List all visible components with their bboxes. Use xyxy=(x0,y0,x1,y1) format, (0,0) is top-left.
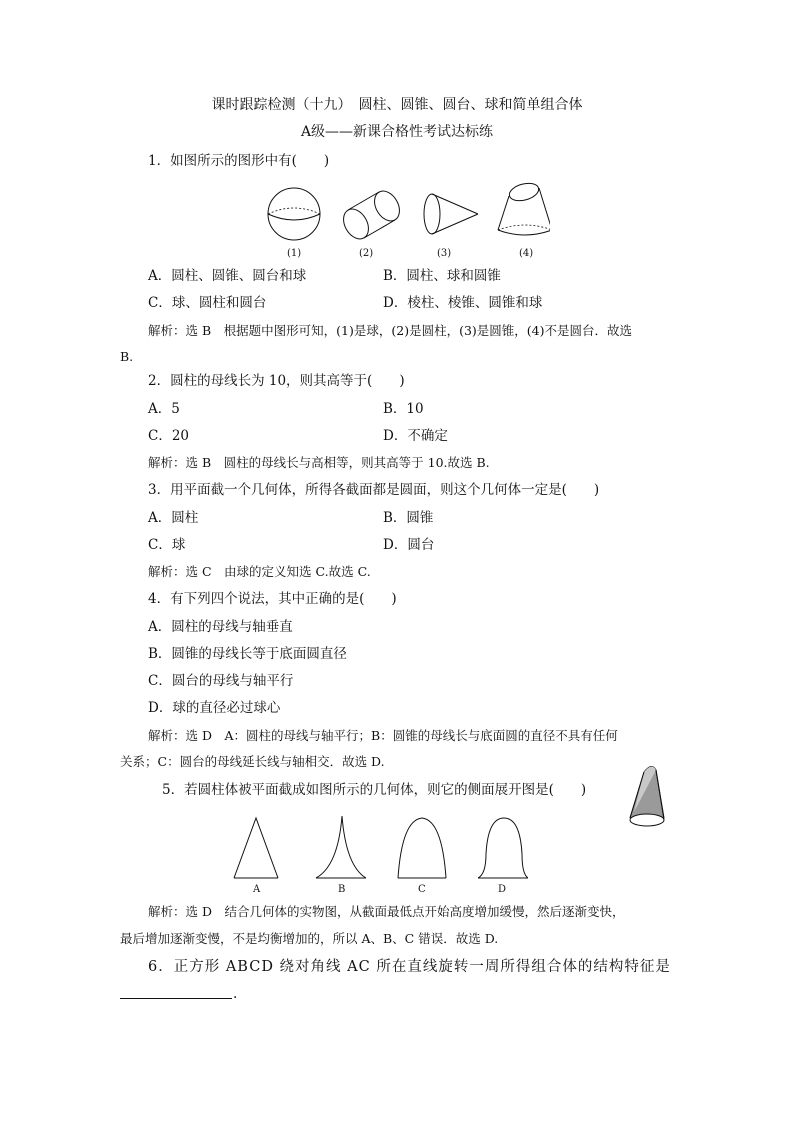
q1-figures xyxy=(260,176,550,260)
cone-figure xyxy=(424,194,478,234)
q1-label-4: (4) xyxy=(519,248,534,259)
q4-option-a: A．圆柱的母线与轴垂直 xyxy=(148,619,293,635)
q1-label-2: (2) xyxy=(359,248,374,259)
q4-option-d: D．球的直径必过球心 xyxy=(148,700,281,716)
q5-option-figures xyxy=(228,814,528,880)
q2-option-b: B．10 xyxy=(383,401,424,417)
q4-solution-cont: 关系；C：圆台的母线延长线与轴相交．故选 D. xyxy=(120,754,385,769)
frustum-figure xyxy=(498,180,550,235)
q4-option-c: C．圆台的母线与轴平行 xyxy=(148,673,294,689)
q5-label-b: B xyxy=(338,884,346,895)
truncated-cylinder-figure xyxy=(622,762,674,834)
q4-solution: 解析：选 D A：圆柱的母线与轴平行；B：圆锥的母线长与底面圆的直径不具有任何 xyxy=(148,728,618,743)
q3-stem: 3．用平面截一个几何体，所得各截面都是圆面，则这个几何体一定是( ) xyxy=(148,482,600,498)
q5-label-c: C xyxy=(418,884,426,895)
q5-stem: 5．若圆柱体被平面截成如图所示的几何体，则它的侧面展开图是( ) xyxy=(162,782,587,798)
q5-solution: 解析：选 D 结合几何体的实物图，从截面最低点开始高度增加缓慢，然后逐渐变快， xyxy=(148,904,625,919)
q1-option-d: D．棱柱、棱锥、圆锥和球 xyxy=(383,295,543,311)
q3-option-b: B．圆锥 xyxy=(383,510,434,526)
option-a-shape xyxy=(234,818,278,878)
q4-stem: 4．有下列四个说法，其中正确的是( ) xyxy=(148,591,397,607)
q3-option-c: C．球 xyxy=(148,537,186,553)
q1-option-a: A．圆柱、圆锥、圆台和球 xyxy=(148,268,307,284)
q1-option-c: C．球、圆柱和圆台 xyxy=(148,295,267,311)
q2-option-d: D．不确定 xyxy=(383,428,448,444)
q1-solution-cont: B. xyxy=(120,349,134,364)
q1-stem: 1．如图所示的图形中有( ) xyxy=(148,153,330,169)
q1-solution: 解析：选 B 根据题中图形可知，(1)是球，(2)是圆柱，(3)是圆锥，(4)不是圆台．故选 xyxy=(148,323,632,338)
option-c-shape xyxy=(398,818,446,878)
q6-stem: 6．正方形 ABCD 绕对角线 AC 所在直线旋转一周所得组合体的结构特征是 xyxy=(148,959,671,975)
q1-label-1: (1) xyxy=(287,248,302,259)
q3-option-a: A．圆柱 xyxy=(148,510,199,526)
q6-answer-blank[interactable] xyxy=(120,998,232,999)
q2-solution: 解析：选 B 圆柱的母线长与高相等，则其高等于 10.故选 B. xyxy=(148,455,490,470)
q5-solution-cont: 最后增加逐渐变慢，不是均衡增加的，所以 A、B、C 错误．故选 D. xyxy=(120,931,499,946)
q1-label-3: (3) xyxy=(437,248,452,259)
q5-label-a: A xyxy=(253,884,261,895)
page-subtitle: A级——新课合格性考试达标练 xyxy=(300,124,494,140)
q2-option-c: C．20 xyxy=(148,428,190,444)
q2-option-a: A．5 xyxy=(148,401,180,417)
q4-option-b: B．圆锥的母线长等于底面圆直径 xyxy=(148,646,347,662)
q6-tail: . xyxy=(233,986,238,1002)
sphere-figure xyxy=(268,188,320,240)
option-d-shape xyxy=(478,818,528,878)
q1-option-b: B．圆柱、球和圆锥 xyxy=(383,268,501,284)
q3-option-d: D．圆台 xyxy=(383,537,435,553)
q3-solution: 解析：选 C 由球的定义知选 C.故选 C. xyxy=(148,564,371,579)
cylinder-figure xyxy=(338,187,404,244)
q5-label-d: D xyxy=(498,884,507,895)
q2-stem: 2．圆柱的母线长为 10，则其高等于( ) xyxy=(148,373,405,389)
page-title: 课时跟踪检测（十九） 圆柱、圆锥、圆台、球和简单组合体 xyxy=(211,97,583,113)
option-b-shape xyxy=(316,816,366,878)
